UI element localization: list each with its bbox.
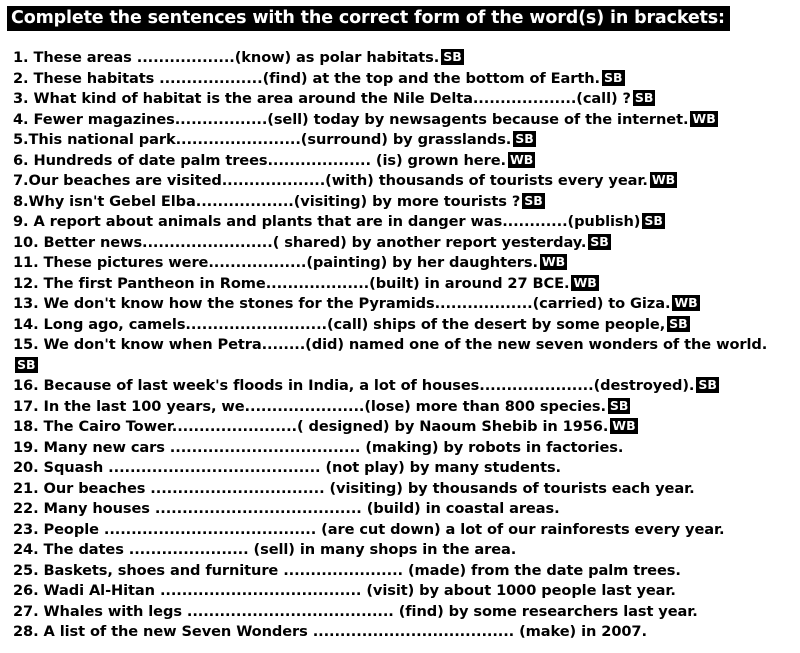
sentence-1 <box>13 48 783 69</box>
sentence-text: 10. Better news........................( shared) by another report yesterday. <box>13 233 587 251</box>
sentence-28 <box>13 622 783 643</box>
sentence-5 <box>13 130 783 151</box>
sentence-9 <box>13 212 783 233</box>
sentence-2 <box>13 69 783 90</box>
sentence-text: 22. Many houses ...................................... (build) in coastal areas. <box>13 500 560 517</box>
source-tag-sb: SB <box>604 69 623 85</box>
sentence-25 <box>13 561 783 582</box>
sentence-16 <box>13 376 783 397</box>
sentence-text: 26. Wadi Al-Hitan ..................................... (visit) by about 1000 people last year. <box>13 582 676 599</box>
source-tag-wb: WB <box>541 254 566 269</box>
sentence-list <box>13 48 783 643</box>
source-tag-sb: SB <box>634 90 654 105</box>
sentence-18 <box>13 417 783 438</box>
sentence-text: 25. Baskets, shoes and furniture ...................... (made) from the date palm trees. <box>13 561 681 579</box>
source-tag-sb: SB <box>590 233 609 249</box>
sentence-text: 15. We don't know when Petra........(did) named one of the new seven wonders of the world. <box>13 336 768 353</box>
sentence-text: 18. The Cairo Tower.......................( designed) by Naoum Shebib in 1956. <box>13 418 609 435</box>
source-tag-wb: WB <box>692 110 716 126</box>
sentence-13 <box>13 294 783 315</box>
sentence-text: 20. Squash ....................................... (not play) by many students. <box>13 459 562 476</box>
sentence-text: 12. The first Pantheon in Rome...................(built) in around 27 BCE. <box>13 274 570 292</box>
sentence-text: 3. What kind of habitat is the area around the Nile Delta...................(call) ? <box>13 90 631 107</box>
sentence-text: 11. These pictures were..................(painting) by her daughters. <box>13 254 538 271</box>
sentence-20 <box>13 458 783 479</box>
sentence-text: 6. Hundreds of date palm trees................... (is) grown here. <box>13 151 506 169</box>
sentence-text: 5.This national park.......................(surround) by grasslands. <box>13 131 512 148</box>
source-tag-wb: WB <box>612 418 636 433</box>
sentence-4 <box>13 110 783 131</box>
sentence-text: 21. Our beaches ................................ (visiting) by thousands of tourists each year. <box>13 479 695 497</box>
sentence-text: 8.Why isn't Gebel Elba..................(visiting) by more tourists ? <box>13 192 521 210</box>
sentence-text: 16. Because of last week's floods in India, a lot of houses.....................(destroyed). <box>13 377 695 394</box>
source-tag-wb: WB <box>573 274 597 290</box>
sentence-8 <box>13 192 783 213</box>
sentence-22 <box>13 499 783 520</box>
sentence-15 <box>13 335 783 376</box>
source-tag-wb: WB <box>674 295 698 310</box>
sentence-text: 23. People ....................................... (are cut down) a lot of our rainforests every year. <box>13 520 725 538</box>
sentence-text: 13. We don't know how the stones for the Pyramids..................(carried) to Giza. <box>13 295 671 312</box>
sentence-11 <box>13 253 783 274</box>
sentence-text: 14. Long ago, camels..........................(call) ships of the desert by some people, <box>13 315 666 333</box>
sentence-text: 19. Many new cars ................................... (making) by robots in factories. <box>13 438 624 456</box>
sentence-text: 24. The dates ...................... (sell) in many shops in the area. <box>13 541 517 558</box>
source-tag-sb: SB <box>515 131 534 146</box>
sentence-7 <box>13 171 783 192</box>
sentence-text: 17. In the last 100 years, we......................(lose) more than 800 species. <box>13 397 606 415</box>
sentence-text: 9. A report about animals and plants that are in danger was............(publish) <box>13 213 641 230</box>
sentence-17 <box>13 397 783 418</box>
sentence-14 <box>13 315 783 336</box>
source-tag-sb: SB <box>524 192 543 208</box>
sentence-24 <box>13 540 783 561</box>
sentence-text: 4. Fewer magazines.................(sell) today by newsagents because of the internet. <box>13 110 689 128</box>
source-tag-sb: SB <box>443 49 462 64</box>
source-tag-sb: SB <box>609 397 629 413</box>
sentence-6 <box>13 151 783 172</box>
sentence-text: 2. These habitats ...................(find) at the top and the bottom of Earth. <box>13 69 600 87</box>
sentence-3 <box>13 89 783 110</box>
sentence-text: 1. These areas ..................(know) as polar habitats. <box>13 49 440 66</box>
sentence-26 <box>13 581 783 602</box>
sentence-text: 7.Our beaches are visited...................(with) thousands of tourists every year. <box>13 172 648 189</box>
sentence-23 <box>13 520 783 541</box>
sentence-27 <box>13 602 783 623</box>
sentence-text: 28. A list of the new Seven Wonders ..................................... (make) in 2007. <box>13 623 647 640</box>
sentence-19 <box>13 438 783 459</box>
source-tag-wb: WB <box>509 151 534 167</box>
source-tag-sb: SB <box>17 356 36 372</box>
source-tag-sb: SB <box>644 213 663 228</box>
source-tag-wb: WB <box>651 172 676 187</box>
sentence-12 <box>13 274 783 295</box>
sentence-text: 27. Whales with legs ...................................... (find) by some researchers last year. <box>13 602 698 620</box>
source-tag-sb: SB <box>698 377 717 392</box>
sentence-21 <box>13 479 783 500</box>
source-tag-sb: SB <box>669 315 688 331</box>
sentence-10 <box>13 233 783 254</box>
worksheet-title: Complete the sentences with the correct form of the word(s) in brackets: <box>7 6 730 31</box>
